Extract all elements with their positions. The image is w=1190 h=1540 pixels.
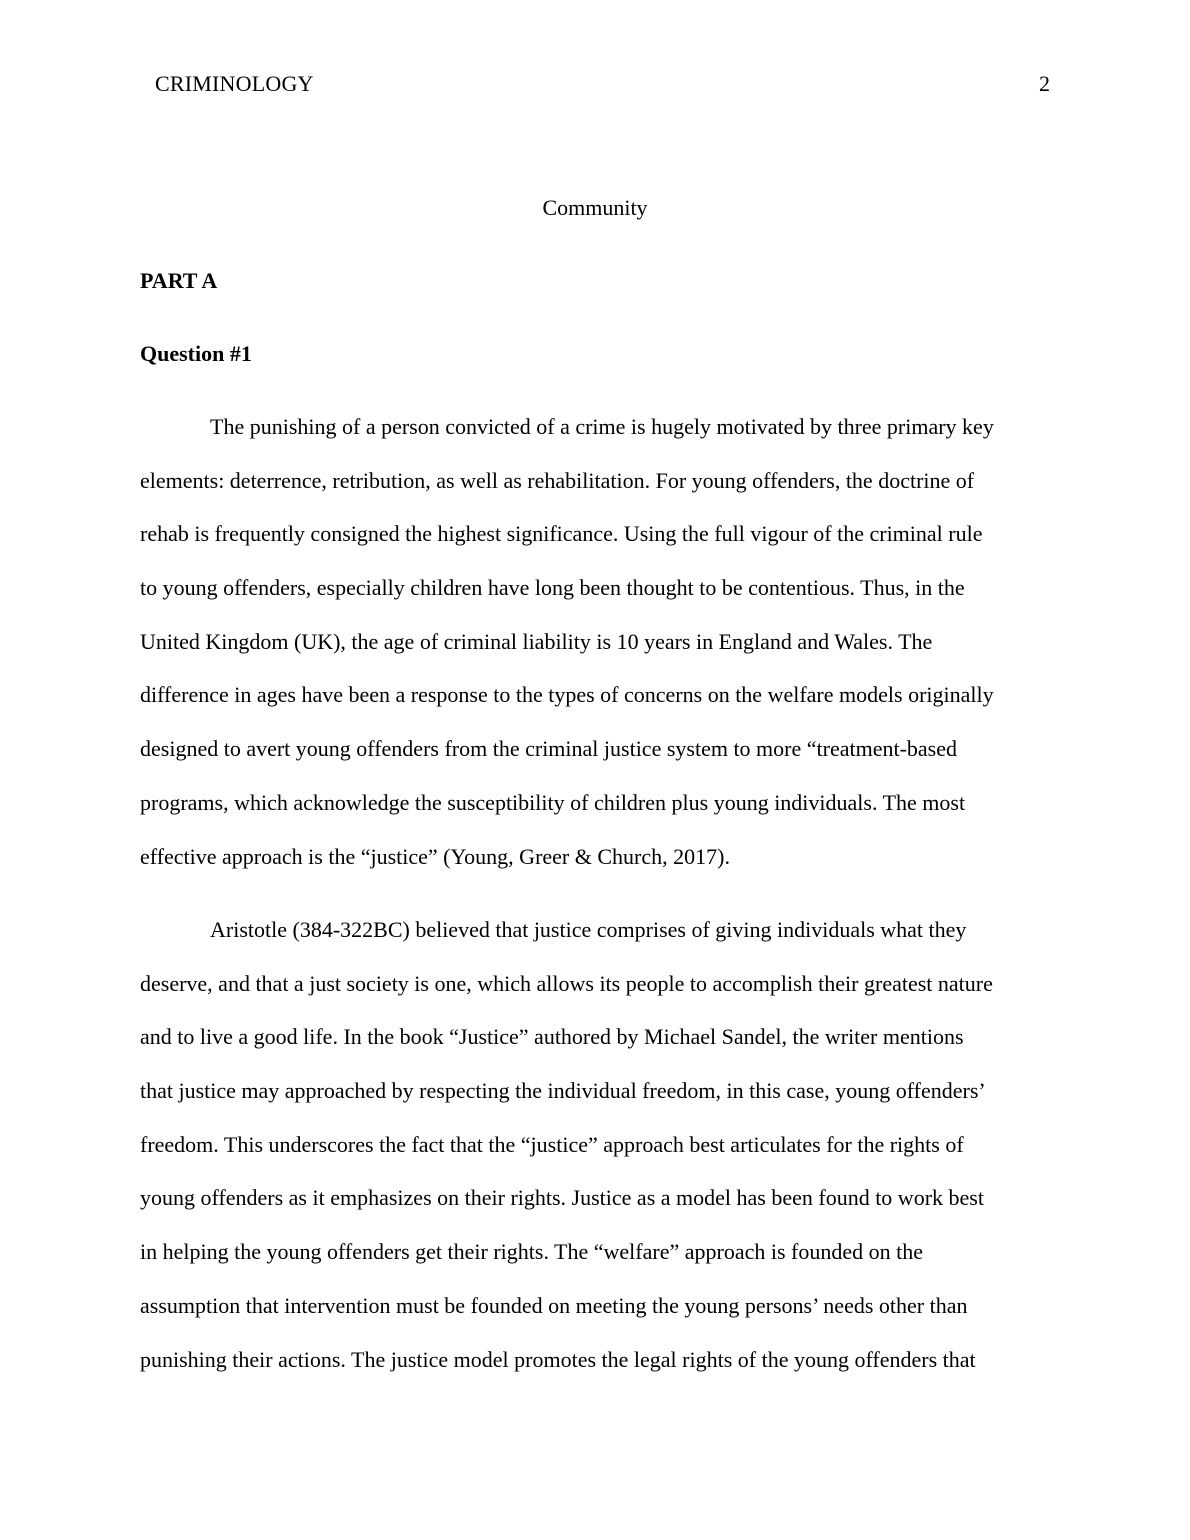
- paragraph-line: punishing their actions. The justice model promotes the legal rights of the young offenders that: [140, 1346, 976, 1372]
- paragraph-line: to young offenders, especially children have long been thought to be contentious. Thus, in the: [140, 575, 965, 601]
- paragraph-line: in helping the young offenders get their rights. The “welfare” approach is founded on the: [140, 1239, 923, 1265]
- paragraph-1: [140, 400, 1050, 883]
- paragraph-line: freedom. This underscores the fact that the “justice” approach best articulates for the rights of: [140, 1131, 964, 1157]
- paragraph-line: difference in ages have been a response to the types of concerns on the welfare models originally: [140, 682, 994, 708]
- running-head: CRIMINOLOGY: [155, 71, 314, 96]
- paragraph-line: effective approach is the “justice” (Young, Greer & Church, 2017).: [140, 843, 730, 869]
- question-heading: Question #1: [140, 341, 252, 366]
- paragraph-line: and to live a good life. In the book “Justice” authored by Michael Sandel, the writer mentions: [140, 1024, 964, 1050]
- paragraph-line: programs, which acknowledge the susceptibility of children plus young individuals. The most: [140, 789, 966, 815]
- paragraph-line: The punishing of a person convicted of a crime is hugely motivated by three primary key: [210, 414, 994, 439]
- paragraph-line: elements: deterrence, retribution, as well as rehabilitation. For young offenders, the doctrine of: [140, 467, 975, 493]
- page-number: 2: [1039, 71, 1050, 96]
- part-heading: PART A: [140, 268, 218, 293]
- paragraph-line: deserve, and that a just society is one, which allows its people to accomplish their greatest nature: [140, 970, 993, 996]
- document-title: Community: [542, 195, 648, 220]
- paragraph-line: rehab is frequently consigned the highest significance. Using the full vigour of the criminal rule: [140, 521, 983, 547]
- paragraph-line: United Kingdom (UK), the age of criminal liability is 10 years in England and Wales. The: [140, 628, 933, 654]
- paragraph-line: assumption that intervention must be founded on meeting the young persons’ needs other than: [140, 1292, 968, 1318]
- paragraph-line: young offenders as it emphasizes on their rights. Justice as a model has been found to work best: [140, 1185, 984, 1211]
- paragraph-line: Aristotle (384-322BC) believed that justice comprises of giving individuals what they: [210, 917, 967, 942]
- paragraph-line: designed to avert young offenders from the criminal justice system to more “treatment-based: [140, 736, 958, 762]
- paragraph-line: that justice may approached by respecting the individual freedom, in this case, young offenders’: [140, 1078, 986, 1104]
- paragraph-2: [140, 903, 1050, 1386]
